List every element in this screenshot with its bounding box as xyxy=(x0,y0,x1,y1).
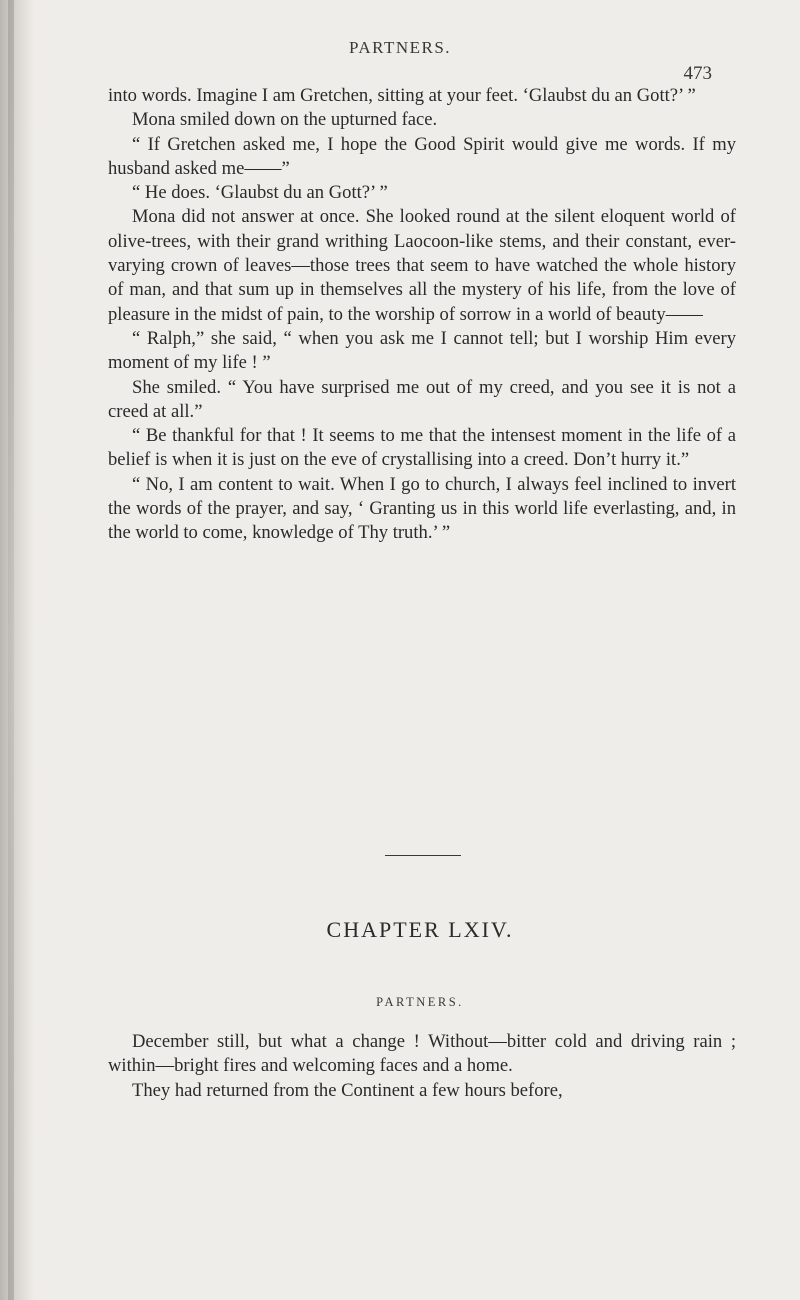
paragraph: “ If Gretchen asked me, I hope the Good Spirit would give me words. If my husband asked me——” xyxy=(108,133,736,179)
page-number: 473 xyxy=(683,63,712,84)
paragraph: into words. Imagine I am Gretchen, sitting at your feet. ‘Glaubst du an Gott?’ ” xyxy=(108,85,696,106)
paragraph: “ No, I am content to wait. When I go to church, I always feel inclined to invert the words of the prayer, and say, ‘ Granting us in this world life everlasting, and, in the world to come, knowledge of Thy truth.’ ” xyxy=(108,473,736,544)
paragraph: She smiled. “ You have surprised me out of my creed, and you see it is not a creed at all.” xyxy=(108,376,736,422)
paragraph: “ Be thankful for that ! It seems to me that the intensest moment in the life of a belief is when it is just on the eve of crystallising into a creed. Don’t hurry it.” xyxy=(108,425,736,471)
chapter-subtitle: PARTNERS. xyxy=(376,995,464,1009)
chapter-paragraph: They had returned from the Continent a few hours before, xyxy=(132,1079,563,1101)
chapter-text xyxy=(108,1030,736,1103)
body-text xyxy=(108,84,736,546)
running-head: PARTNERS. xyxy=(348,38,452,57)
page-binding-edge xyxy=(0,0,34,1300)
section-divider xyxy=(385,855,461,856)
paragraph: “ He does. ‘Glaubst du an Gott?’ ” xyxy=(132,182,388,204)
paragraph: “ Ralph,” she said, “ when you ask me I cannot tell; but I worship Him every moment of my life ! ” xyxy=(108,327,736,374)
paragraph: Mona did not answer at once. She looked round at the silent eloquent world of olive-trees, with their grand writhing Laocoon-like stems, and their constant, ever-varying crown of leaves—those trees that seem to have watched the whole history of man, and that sum up in themselves all the mystery of his life, from the love of pleasure in the midst of pain, to the worship of sorrow in a world of beauty—— xyxy=(108,206,736,325)
paragraph: Mona smiled down on the upturned face. xyxy=(132,109,438,131)
chapter-title: CHAPTER LXIV. xyxy=(326,917,514,942)
chapter-paragraph: December still, but what a change ! Without—bitter cold and driving rain ; within—bright fires and welcoming faces and a home. xyxy=(108,1031,736,1077)
